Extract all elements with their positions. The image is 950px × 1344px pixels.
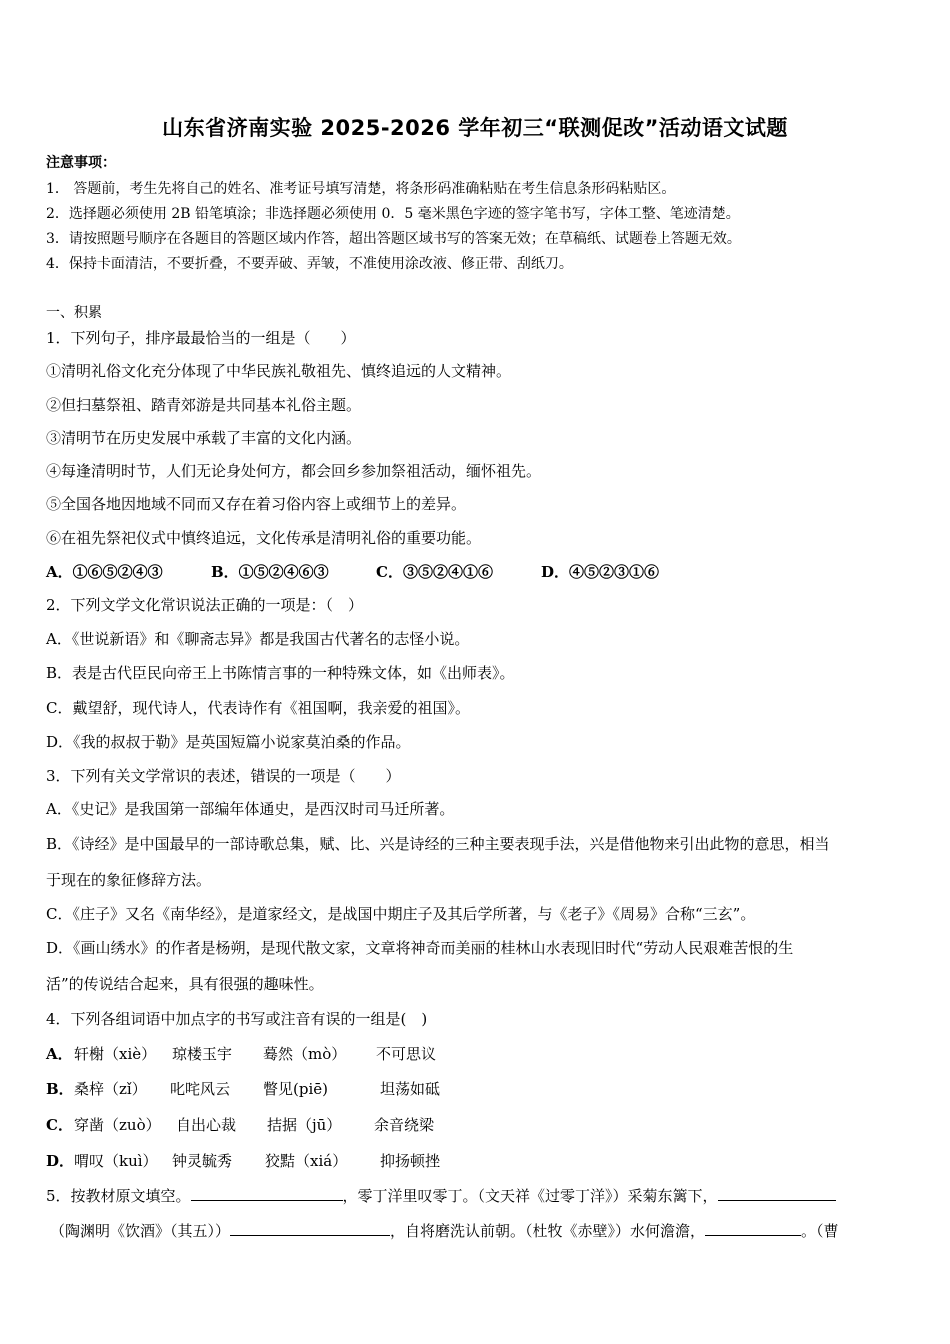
q1-sentence: ③清明节在历史发展中承载了丰富的文化内涵。 bbox=[46, 429, 362, 447]
q4-option-label: B． bbox=[46, 1080, 74, 1098]
q4-word: 抑扬顿挫 bbox=[380, 1152, 441, 1170]
q4-word: 余音绕梁 bbox=[374, 1116, 435, 1134]
notice-item: 1． 答题前，考生先将自己的姓名、准考证号填写清楚，将条形码准确粘贴在考生信息条形码粘贴区。 bbox=[46, 181, 676, 197]
q4-word: 琼楼玉宇 bbox=[172, 1045, 233, 1063]
notice-item: 4．保持卡面清洁，不要折叠，不要弄破、弄皱，不准使用涂改液、修正带、刮纸刀。 bbox=[46, 256, 573, 272]
question-2-stem: 2．下列文学文化常识说法正确的一项是：（ ） bbox=[46, 596, 364, 614]
q1-option-a: A．①⑥⑤②④③ bbox=[46, 563, 163, 581]
q1-sentence: ④每逢清明时节，人们无论身处何方，都会回乡参加祭祖活动，缅怀祖先。 bbox=[46, 462, 542, 480]
q4-option-label: A． bbox=[46, 1045, 73, 1063]
q1-option-b: B．①⑤②④⑥③ bbox=[211, 563, 329, 581]
fill-blank[interactable] bbox=[191, 1186, 343, 1201]
q5-text: ，自将磨洗认前朝。（杜牧《赤壁》）水何澹澹， bbox=[390, 1222, 706, 1240]
question-4-stem: 4．下列各组词语中加点字的书写或注音有误的一组是( ) bbox=[46, 1010, 428, 1028]
fill-blank[interactable] bbox=[230, 1221, 390, 1236]
q2-option: A．《世说新语》和《聊斋志异》都是我国古代著名的志怪小说。 bbox=[46, 630, 470, 648]
notice-item: 3．请按照题号顺序在各题目的答题区域内作答，超出答题区域书写的答案无效；在草稿纸、试题卷上答题无效。 bbox=[46, 231, 741, 247]
q5-text: （陶渊明《饮酒》（其五）） bbox=[50, 1222, 231, 1240]
q3-line: C．《庄子》又名《南华经》，是道家经文，是战国中期庄子及其后学所著，与《老子》《周易》合称“三玄”。 bbox=[46, 905, 756, 923]
q2-option: C．戴望舒，现代诗人，代表诗作有《祖国啊，我亲爱的祖国》。 bbox=[46, 699, 470, 717]
q4-word: 不可思议 bbox=[376, 1045, 437, 1063]
q4-word: 瞥见(piē) bbox=[263, 1080, 328, 1098]
q2-option: B．表是古代臣民向帝王上书陈情言事的一种特殊文体，如《出师表》。 bbox=[46, 664, 515, 682]
q3-line: B．《诗经》是中国最早的一部诗歌总集，赋、比、兴是诗经的三种主要表现手法，兴是借他物来引出此物的意思，相当 bbox=[46, 835, 830, 853]
q1-option-d: D．④⑤②③①⑥ bbox=[541, 563, 660, 581]
q4-word: 坦荡如砥 bbox=[380, 1080, 441, 1098]
q3-line: 于现在的象征修辞方法。 bbox=[46, 871, 212, 889]
q4-word: 桑梓（zǐ） bbox=[74, 1080, 147, 1098]
q4-word: 狡黠（xiá） bbox=[265, 1152, 348, 1170]
q1-options bbox=[46, 561, 659, 582]
q4-option-b bbox=[46, 1078, 440, 1099]
q4-word: 轩榭（xiè） bbox=[74, 1045, 157, 1063]
q4-word: 叱咤风云 bbox=[170, 1080, 231, 1098]
q4-word: 自出心裁 bbox=[176, 1116, 237, 1134]
page-title: 山东省济南实验 2025-2026 学年初三“联测促改”活动语文试题 bbox=[162, 116, 788, 140]
q4-option-label: C． bbox=[46, 1116, 73, 1134]
q1-sentence: ②但扫墓祭祖、踏青郊游是共同基本礼俗主题。 bbox=[46, 396, 362, 414]
q4-word: 拮据（jū） bbox=[267, 1116, 342, 1134]
q5-text: ，零丁洋里叹零丁。（文天祥《过零丁洋》）采菊东篱下， bbox=[342, 1187, 718, 1205]
q4-word: 蓦然（mò） bbox=[263, 1045, 347, 1063]
q2-option: D．《我的叔叔于勒》是英国短篇小说家莫泊桑的作品。 bbox=[46, 733, 411, 751]
q4-word: 穿凿（zuò） bbox=[74, 1116, 161, 1134]
q1-sentence: ①清明礼俗文化充分体现了中华民族礼敬祖先、慎终追远的人文精神。 bbox=[46, 362, 512, 380]
question-5-stem: 5．按教材原文填空。 bbox=[46, 1187, 191, 1205]
q3-line: 活”的传说结合起来，具有很强的趣味性。 bbox=[46, 975, 324, 993]
q1-sentence: ⑤全国各地因地域不同而又存在着习俗内容上或细节上的差异。 bbox=[46, 495, 467, 513]
question-1-stem: 1．下列句子，排序最最恰当的一组是（ ） bbox=[46, 329, 356, 347]
notice-item: 2．选择题必须使用 2B 铅笔填涂；非选择题必须使用 0．5 毫米黑色字迹的签字笔书写，字体工整、笔迹清楚。 bbox=[46, 206, 740, 222]
q3-line: D．《画山绣水》的作者是杨朔，是现代散文家，文章将神奇而美丽的桂林山水表现旧时代“劳动人民艰难苦恨的生 bbox=[46, 939, 794, 957]
q1-sentence: ⑥在祖先祭祀仪式中慎终追远，文化传承是清明礼俗的重要功能。 bbox=[46, 529, 482, 547]
q4-option-a bbox=[46, 1043, 436, 1064]
q1-option-c: C．③⑤②④①⑥ bbox=[376, 563, 493, 581]
q5-text: 。（曹 bbox=[801, 1222, 839, 1240]
question-5-line-2 bbox=[50, 1220, 839, 1241]
q4-option-label: D． bbox=[46, 1152, 75, 1170]
question-5-line-1 bbox=[46, 1185, 836, 1206]
fill-blank[interactable] bbox=[718, 1186, 836, 1201]
notice-heading: 注意事项： bbox=[46, 155, 116, 171]
q4-word: 钟灵毓秀 bbox=[172, 1152, 233, 1170]
question-3-stem: 3．下列有关文学常识的表述，错误的一项是（ ） bbox=[46, 767, 401, 785]
q4-option-c bbox=[46, 1114, 434, 1135]
section-heading: 一、积累 bbox=[46, 305, 102, 321]
q3-line: A．《史记》是我国第一部编年体通史，是西汉时司马迁所著。 bbox=[46, 800, 455, 818]
fill-blank[interactable] bbox=[705, 1221, 801, 1236]
q4-word: 喟叹（kuì） bbox=[74, 1152, 158, 1170]
q4-option-d bbox=[46, 1150, 440, 1171]
